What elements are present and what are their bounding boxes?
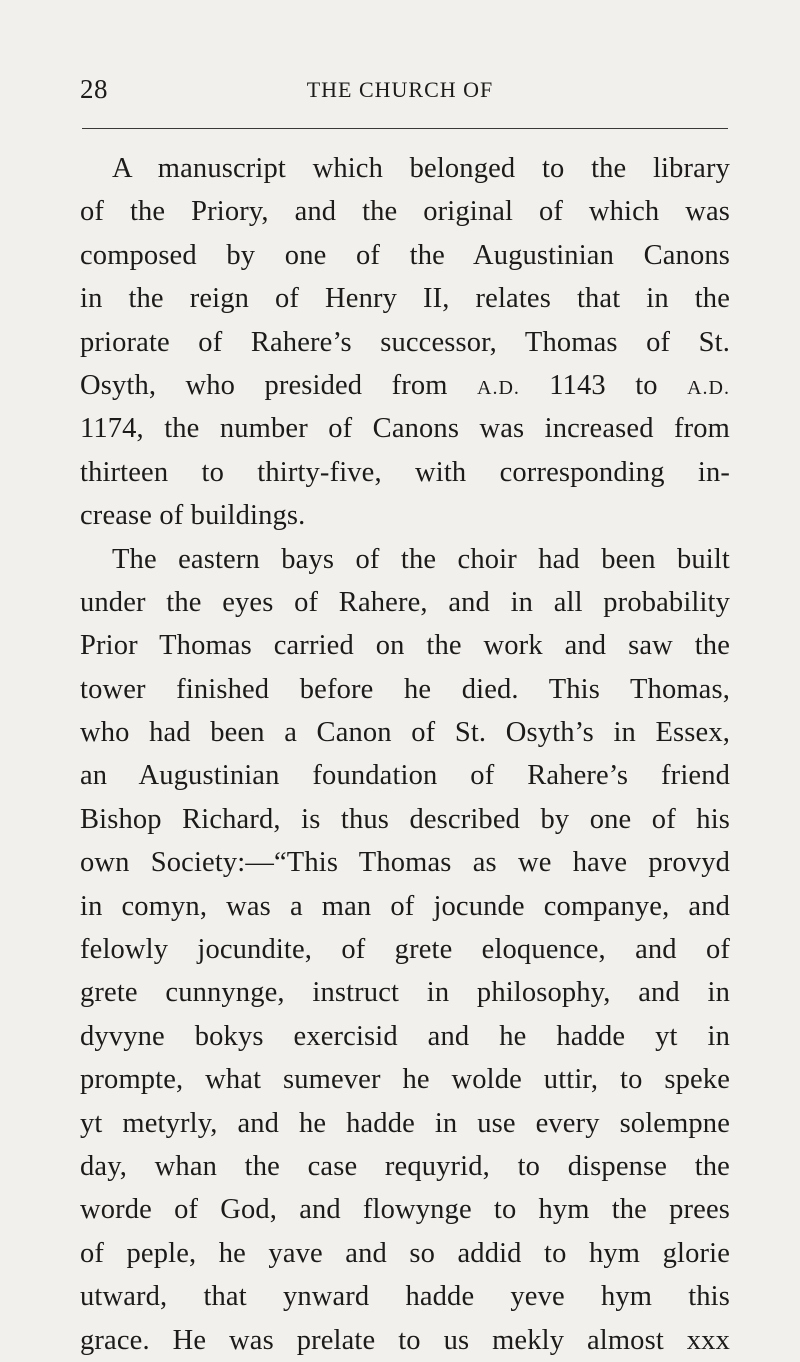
- text-line: an Augustinian foundation of Rahere’s friend: [80, 760, 730, 792]
- running-head: THE CHURCH OF: [306, 77, 494, 102]
- text-line: in comyn, was a man of jocunde companye, and: [80, 890, 730, 922]
- text-line: prompte, what sumever he wolde uttir, to speke: [80, 1064, 730, 1096]
- text-line: Bishop Richard, is thus described by one of his: [80, 803, 730, 835]
- text-line: dyvyne bokys exercisid and he hadde yt in: [80, 1020, 730, 1052]
- text-line: felowly jocundite, of grete eloquence, and of: [80, 934, 730, 966]
- text-line: own Society:—“This Thomas as we have provyd: [80, 847, 730, 879]
- text-line: A manuscript which belonged to the library: [112, 153, 730, 184]
- text-line: grace. He was prelate to us mekly almost xxx: [80, 1324, 730, 1356]
- text-line: crease of buildings.: [80, 500, 306, 532]
- text-line: 1174, the number of Canons was increased from: [80, 413, 730, 445]
- header-rule: [82, 128, 728, 129]
- text-line: tower finished before he died. This Thomas,: [80, 673, 730, 705]
- body-text: [80, 147, 730, 1362]
- text-line: worde of God, and flowynge to hym the prees: [80, 1194, 730, 1226]
- small-caps-era: A.D.: [687, 376, 730, 399]
- text-line: who had been a Canon of St. Osyth’s in Essex,: [80, 717, 730, 749]
- text-line: grete cunnynge, instruct in philosophy, and in: [80, 977, 730, 1009]
- text-line: priorate of Rahere’s successor, Thomas of St.: [80, 326, 730, 358]
- text-line: Prior Thomas carried on the work and saw the: [80, 630, 730, 662]
- text-line: Osyth, who presided from A.D. 1143 to A.D.: [80, 369, 730, 401]
- text-line: thirteen to thirty-five, with corresponding in-: [80, 456, 730, 488]
- text-line: utward, that ynward hadde yeve hym this: [80, 1281, 730, 1313]
- page-number: 28: [80, 74, 108, 104]
- text-line: in the reign of Henry II, relates that in the: [80, 283, 730, 315]
- small-caps-era: A.D.: [477, 376, 520, 399]
- text-line: yt metyrly, and he hadde in use every solempne: [80, 1107, 730, 1139]
- text-line: composed by one of the Augustinian Canons: [80, 239, 730, 271]
- text-line: of peple, he yave and so addid to hym glorie: [80, 1237, 730, 1269]
- text-line: The eastern bays of the choir had been built: [112, 543, 730, 575]
- text-line: of the Priory, and the original of which was: [80, 196, 730, 228]
- text-line: under the eyes of Rahere, and in all probability: [80, 586, 730, 618]
- text-line: day, whan the case requyrid, to dispense the: [80, 1150, 730, 1182]
- page-header: [80, 74, 720, 110]
